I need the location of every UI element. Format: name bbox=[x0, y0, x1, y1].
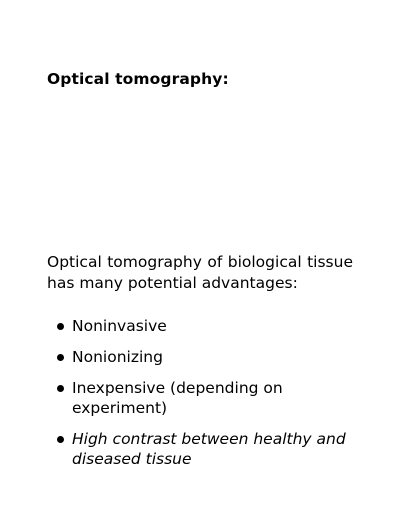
advantages-list bbox=[57, 316, 357, 480]
list-item bbox=[57, 347, 357, 367]
bullet-icon bbox=[57, 385, 64, 392]
list-item-text: Noninvasive bbox=[72, 317, 167, 335]
list-item bbox=[57, 316, 357, 336]
list-item bbox=[57, 378, 357, 418]
bullet-icon bbox=[57, 354, 64, 361]
bullet-icon bbox=[57, 323, 64, 330]
slide-title: Optical tomography: bbox=[47, 70, 229, 88]
list-item bbox=[57, 429, 357, 469]
list-item-text: High contrast between healthy and diseased tissue bbox=[72, 430, 346, 468]
list-item-text: Nonionizing bbox=[72, 348, 163, 366]
list-item-text: Inexpensive (depending on experiment) bbox=[72, 379, 283, 417]
intro-paragraph: Optical tomography of biological tissue has many potential advantages: bbox=[47, 253, 353, 292]
bullet-icon bbox=[57, 436, 64, 443]
